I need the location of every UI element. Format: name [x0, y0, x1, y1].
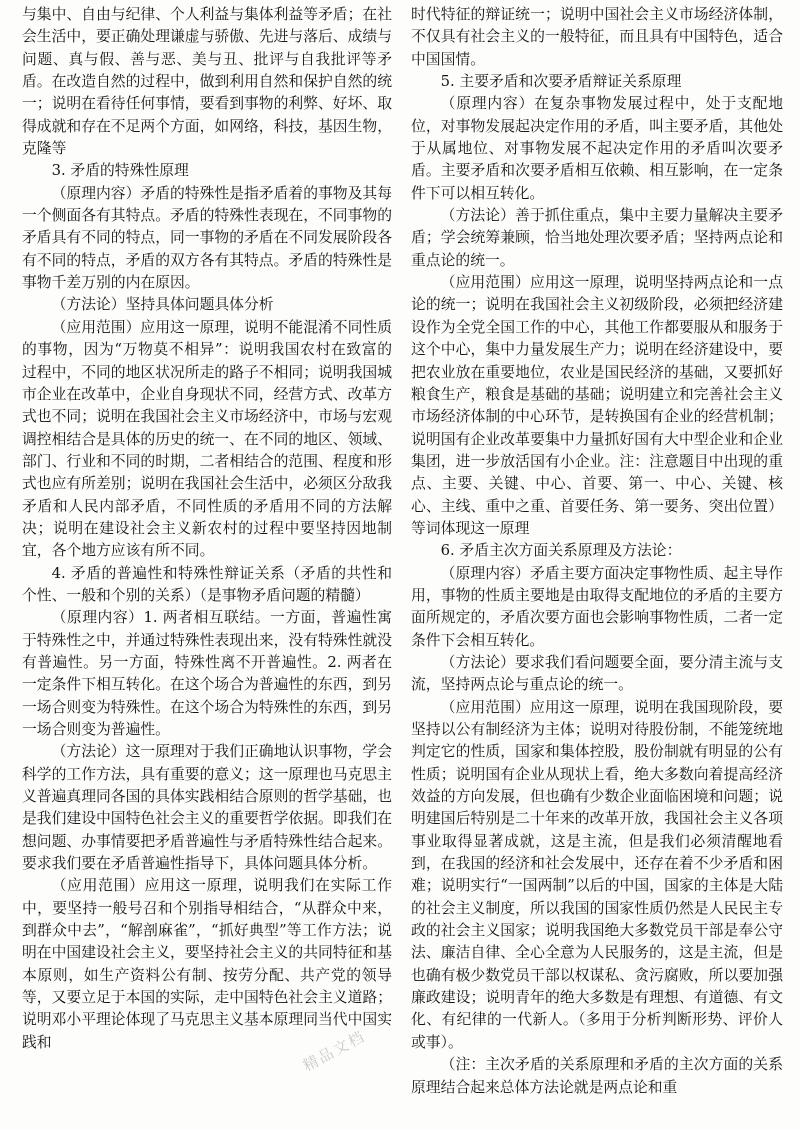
paragraph: （应用范围）应用这一原理，说明不能混淆不同性质的事物，因为“万物莫不相异”：说明我国农村在致富的过程中，不同的地区状况所走的路子不相同；说明我国城市企业在改革中，企业自身现状不同，经营方式、改革方式也不同；说明在我国社会主义市场经济中，市场与宏观调控相结合是具体的历史的统一、在不同的地区、领域、部门、行业和不同的时期，二者相结合的范围、程度和形式也应有所差别；说明在我国社会生活中，必须区分敌我矛盾和人民内部矛盾，不同性质的矛盾用不同的方法解决；说明在建设社会主义新农村的过程中要坚持因地制宜，各个地方应该有所不同。 [22, 318, 392, 560]
paragraph: （方法论）这一原理对于我们正确地认识事物，学会科学的工作方法，具有重要的意义；这一原理也马克思主义普遍真理同各国的具体实践相结合原则的哲学基础，也是我们建设中国特色社会主义的重要哲学依据。即我们在想问题、办事情要把矛盾普遍性与矛盾特殊性结合起来。要求我们要在矛盾普遍性指导下，具体问题具体分析。 [22, 743, 392, 873]
section-heading: 6. 矛盾主次方面关系原理及方法论： [440, 542, 682, 560]
right-column [411, 4, 783, 1099]
paragraph: （应用范围）应用这一原理，说明我们在实际工作中，要坚持一般号召和个别指导相结合，“从群众中来，到群众中去”，“解剖麻雀”，“抓好典型”等工作方法；说明在中国建设社会主义，要坚持社会主义的共同特征和基本原则，如生产资料公有制、按劳分配、共产党的领导等，又要立足于本国的实际，走中国特色社会主义道路；说明邓小平理论体现了马克思主义基本原理同当代中国实践和 [22, 877, 392, 1051]
section-heading: 3. 矛盾的特殊性原理 [51, 162, 189, 180]
paragraph: （方法论）要求我们看问题要全面，要分清主流与支流，坚持两点论与重点论的统一。 [411, 653, 783, 694]
paragraph: （应用范围）应用这一原理，说明坚持两点论和一点论的统一；说明在我国社会主义初级阶段，必须把经济建设作为全党全国工作的中心，其他工作都要服从和服务于这个中心，集中力量发展生产力；说明在经济建设中，要把农业放在重要地位，农业是国民经济的基础，又要抓好粮食生产，粮食是基础的基础；说明建立和完善社会主义市场经济体制的中心环节，是转换国有企业的经营机制；说明国有企业改革要集中力量抓好国有大中型企业和企业集团，进一步放活国有小企业。注：注意题目中出现的重点、主要、关键、中心、首要、第一、中心、关键、核心、主线、重中之重、首要任务、第一要务、突出位置）等词体现这一原理 [411, 274, 783, 537]
paragraph: 与集中、自由与纪律、个人利益与集体利益等矛盾；在社会生活中，要正确处理谦虚与骄傲、先进与落后、成绩与问题、真与假、善与恶、美与丑、批评与自我批评等矛盾。在改造自然的过程中，做到利用自然和保护自然的统一；说明在看待任何事情，要看到事物的利弊、好坏、取得成就和存在不足两个方面，如网络，科技，基因生物，克隆等 [22, 6, 392, 158]
section-heading: 4. 矛盾的普遍性和特殊性辩证关系（矛盾的共性和个性、一般和个别的关系）（是事物矛盾问题的精髓） [22, 564, 392, 604]
watermark: 精品文档 [299, 1027, 369, 1075]
paragraph: （原理内容）矛盾的特殊性是指矛盾着的事物及其每一个侧面各有其特点。矛盾的特殊性表现在，不同事物的矛盾具有不同的特点，同一事物的矛盾在不同发展阶段各有不同的特点，矛盾的双方各有其特点。矛盾的特殊性是事物千差万别的内在原因。 [22, 184, 392, 292]
paragraph: （注：主次矛盾的关系原理和矛盾的主次方面的关系原理结合起来总体方法论就是两点论和重 [411, 1056, 783, 1096]
paragraph: （原理内容）1. 两者相互联结。一方面，普遍性寓于特殊性之中，并通过特殊性表现出来，没有特殊性就没有普遍性。另一方面，特殊性离不开普遍性。2. 两者在一定条件下相互转化。在这个场合为普遍性的东西，到另一场合则变为特殊性。在这个场合为特殊性的东西，到另一场合则变为普遍性。 [22, 609, 392, 738]
paragraph: （原理内容）矛盾主要方面决定事物性质、起主导作用，事物的性质主要地是由取得支配地位的矛盾的主要方面所规定的，矛盾次要方面也会影响事物性质，二者一定条件下会相互转化。 [411, 564, 783, 649]
section-heading: 5. 主要矛盾和次要矛盾辩证关系原理 [440, 73, 682, 91]
paragraph: （方法论）善于抓住重点，集中主要力量解决主要矛盾；学会统筹兼顾，恰当地处理次要矛盾；坚持两点论和重点论的统一。 [411, 207, 783, 269]
paragraph: （原理内容）在复杂事物发展过程中，处于支配地位，对事物发展起决定作用的矛盾，叫主要矛盾，其他处于从属地位、对事物发展不起决定作用的矛盾叫次要矛盾。主要矛盾和次要矛盾相互依赖、相互影响，在一定条件下可以相互转化。 [411, 95, 783, 202]
paragraph: （方法论）坚持具体问题具体分析 [51, 296, 274, 314]
paragraph: （应用范围）应用这一原理，说明在我国现阶段，要坚持以公有制经济为主体；说明对待股份制，不能笼统地判定它的性质，国家和集体控股，股份制就有明显的公有性质；说明国有企业从现状上看，绝大多数向着提高经济效益的方向发展，但也确有少数企业面临困境和问题；说明建国后特别是二十年来的改革开放，我国社会主义各项事业取得显著成就，这是主流，但是我们必须清醒地看到，在我国的经济和社会发展中，还存在着不少矛盾和困难；说明实行“一国两制”以后的中国，国家的主体是大陆的社会主义制度，所以我国的国家性质仍然是人民民主专政的社会主义国家；说明我国绝大多数党员干部是奉公守法、廉洁自律、全心全意为人民服务的，这是主流，但是也确有极少数党员干部以权谋私、贪污腐败，所以要加强廉政建设；说明青年的绝大多数是有理想、有道德、有文化、有纪律的一代新人。（多用于分析判断形势、评价人或事）。 [411, 698, 783, 1051]
left-column [22, 4, 392, 1054]
paragraph: 时代特征的辩证统一；说明中国社会主义市场经济体制，不仅具有社会主义的一般特征，而且具有中国特色，适合中国国情。 [411, 6, 783, 68]
